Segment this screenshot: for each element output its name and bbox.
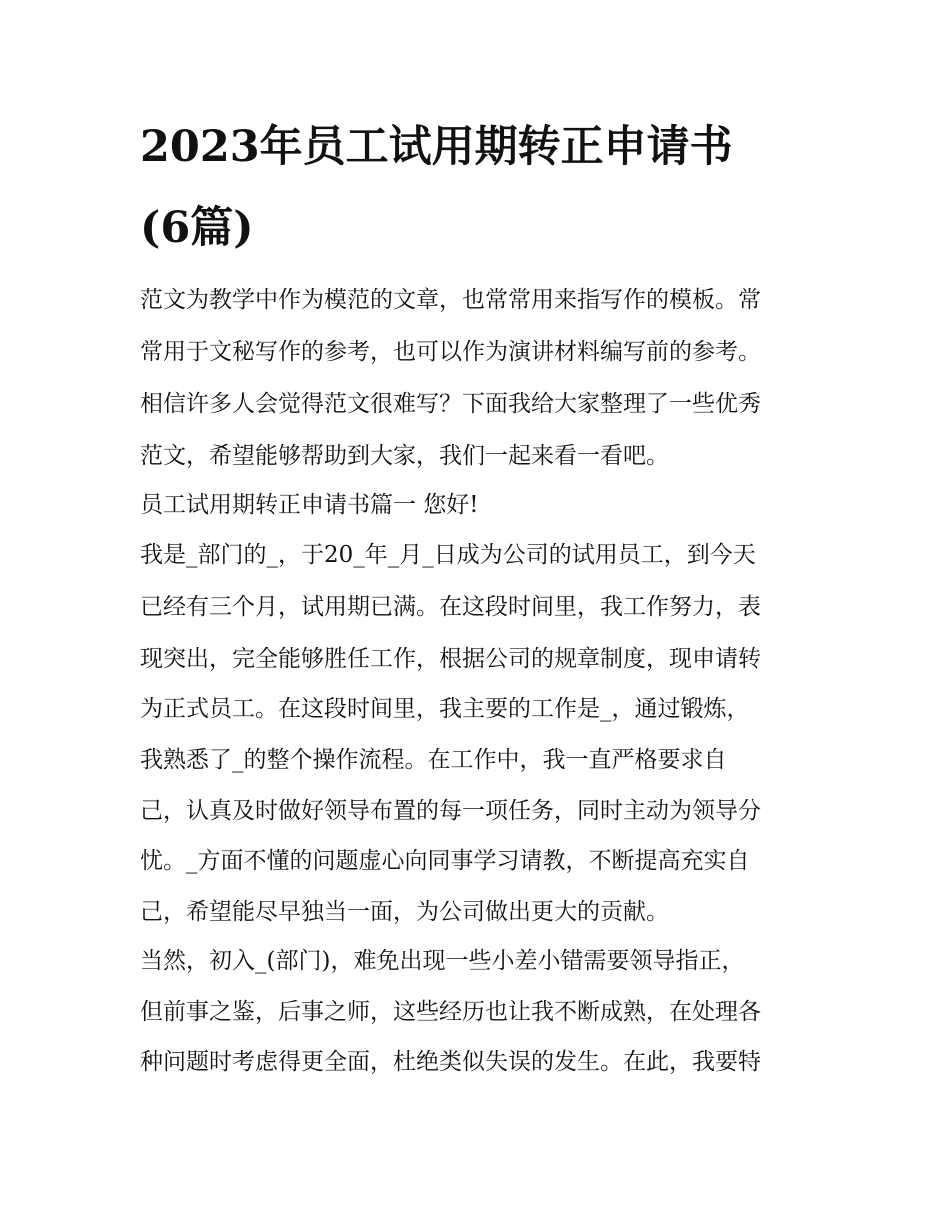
body-line-8: 现突出，完全能够胜任工作，根据公司的规章制度，现申请转 [140,646,761,672]
body-line-5: 员工试用期转正申请书篇一 您好! [140,492,479,518]
body-line-13: 己，希望能尽早独当一面，为公司做出更大的贡献。 [140,899,669,925]
body-line-3: 相信许多人会觉得范文很难写？下面我给大家整理了一些优秀 [140,391,761,417]
body-line-16: 种问题时考虑得更全面，杜绝类似失误的发生。在此，我要特 [140,1049,761,1075]
body-line-7: 已经有三个月，试用期已满。在这段时间里，我工作努力，表 [140,594,761,620]
body-line-14: 当然，初入_(部门)，难免出现一些小差小错需要领导指正， [140,948,745,974]
body-line-2: 常用于文秘写作的参考，也可以作为演讲材料编写前的参考。 [140,339,761,365]
document-title-line-1: 2023年员工试用期转正申请书 [140,122,733,172]
body-line-12: 忧。_方面不懂的问题虚心向同事学习请教，不断提高充实自 [140,848,750,874]
body-line-10: 我熟悉了_的整个操作流程。在工作中，我一直严格要求自 [140,747,727,773]
body-line-1: 范文为教学中作为模范的文章，也常常用来指写作的模板。常 [140,287,761,313]
body-line-6: 我是_部门的_，于20_年_月_日成为公司的试用员工，到今天 [140,542,756,568]
document-title-line-2: (6篇) [140,203,254,253]
body-line-9: 为正式员工。在这段时间里，我主要的工作是_，通过锻炼， [140,696,750,722]
body-line-4: 范文，希望能够帮助到大家，我们一起来看一看吧。 [140,443,669,469]
body-line-11: 己，认真及时做好领导布置的每一项任务，同时主动为领导分 [140,798,761,824]
body-line-15: 但前事之鉴，后事之师，这些经历也让我不断成熟，在处理各 [140,999,761,1025]
